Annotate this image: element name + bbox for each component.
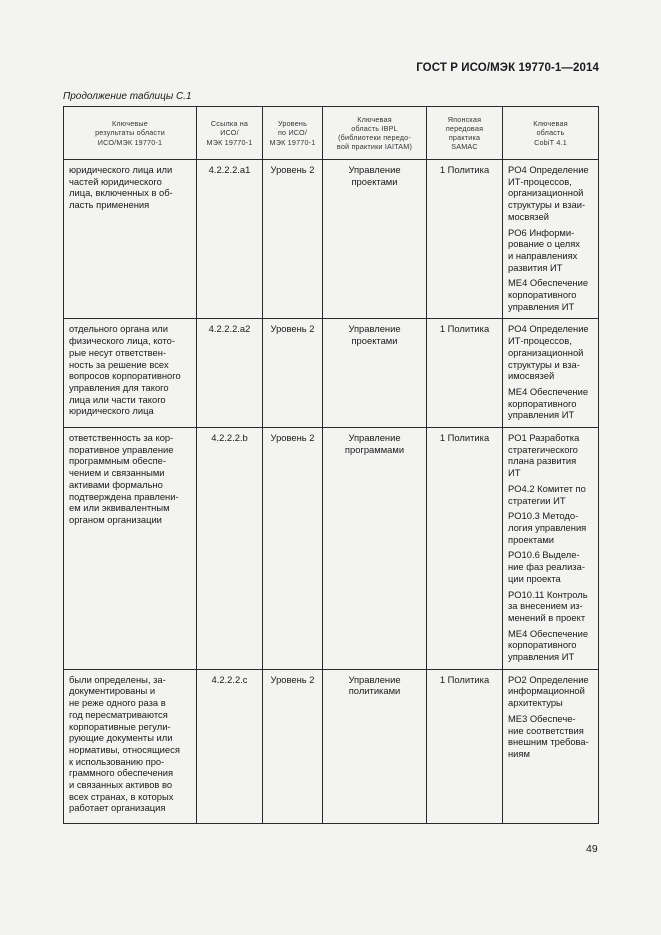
cobit-line: за внесением из- xyxy=(508,600,583,612)
cobit-line: управления ИТ xyxy=(508,300,575,312)
cobit-line: организационной xyxy=(508,187,584,199)
samac-cell: 1 Политика xyxy=(427,428,503,670)
samac-cell: 1 Политика xyxy=(427,669,503,823)
cobit-line: ние соответствия xyxy=(508,724,584,736)
cobit-cell xyxy=(503,319,599,428)
cobit-line: PO4.2 Комитет по xyxy=(508,482,586,494)
key-result-line: корпоративные регули- xyxy=(69,720,171,732)
table-row xyxy=(64,319,599,428)
cobit-item xyxy=(508,510,595,545)
cobit-cell xyxy=(503,669,599,823)
cobit-line: ME4 Обеспечение xyxy=(508,385,589,397)
ibpl-line: политиками xyxy=(348,685,401,697)
samac-cell: 1 Политика xyxy=(427,319,503,428)
cobit-line: структуры и взаи- xyxy=(508,199,586,211)
key-result-cell xyxy=(64,428,197,670)
reference-cell: 4.2.2.2.a1 xyxy=(197,160,263,319)
header-line: вой практики IAITAM) xyxy=(336,142,413,152)
cobit-line: PO4 Определение xyxy=(508,323,589,335)
header-line: Ключевая xyxy=(357,114,392,124)
header-line: передовая xyxy=(445,123,484,133)
reference-cell: 4.2.2.2.b xyxy=(197,428,263,670)
cobit-line: стратегического xyxy=(508,443,578,455)
key-result-line: управления для такого xyxy=(69,381,169,393)
samac-cell: 1 Политика xyxy=(427,160,503,319)
header-line: область IBPL xyxy=(351,123,398,133)
cobit-line: управления ИТ xyxy=(508,409,575,421)
header-line: CobiT 4.1 xyxy=(534,137,567,147)
header-line: практика xyxy=(448,133,481,142)
col-header-ibpl xyxy=(323,107,427,160)
key-result-line: частей юридического xyxy=(69,175,162,187)
ibpl-line: проектами xyxy=(351,335,398,347)
key-result-line: и связанных активов во xyxy=(69,779,173,791)
key-result-line: рующие документы или xyxy=(69,732,173,744)
header-line: МЭК 19770-1 xyxy=(269,137,316,147)
standard-designation: ГОСТ Р ИСО/МЭК 19770-1—2014 xyxy=(416,62,599,74)
key-result-line: всех странах, в которых xyxy=(69,790,174,802)
cobit-line: имосвязей xyxy=(508,370,555,382)
cobit-line: ME4 Обеспечение xyxy=(508,627,589,639)
level-cell: Уровень 2 xyxy=(263,319,323,428)
header-line: Ссылка на xyxy=(210,119,249,129)
col-header-results xyxy=(64,107,197,160)
ibpl-cell xyxy=(323,160,427,319)
key-result-line: ность за решение всех xyxy=(69,358,169,370)
level-cell: Уровень 2 xyxy=(263,160,323,319)
key-result-cell xyxy=(64,669,197,823)
key-result-line: работает организация xyxy=(69,802,166,814)
cobit-line: ции проекта xyxy=(508,572,561,584)
cobit-line: стратегии ИТ xyxy=(508,494,566,506)
cobit-item xyxy=(508,227,595,274)
ibpl-cell xyxy=(323,319,427,428)
key-result-line: год пересматриваются xyxy=(69,708,168,720)
col-header-cobit xyxy=(503,107,599,160)
cobit-line: внешним требова- xyxy=(508,736,589,748)
cobit-line: и направлениях xyxy=(508,249,578,261)
reference-cell: 4.2.2.2.c xyxy=(197,669,263,823)
header-line: SAMAC xyxy=(451,142,478,152)
cobit-item xyxy=(508,713,595,760)
col-header-samac xyxy=(427,107,503,160)
key-result-cell xyxy=(64,319,197,428)
ibpl-line: Управление xyxy=(348,673,401,685)
cobit-line: PO2 Определение xyxy=(508,673,589,685)
continuation-table xyxy=(63,106,599,824)
level-cell: Уровень 2 xyxy=(263,669,323,823)
cobit-line: менений в проект xyxy=(508,611,586,623)
cobit-item xyxy=(508,164,595,223)
key-result-line: к использованию про- xyxy=(69,755,165,767)
header-line: ИСО/МЭК 19770-1 xyxy=(97,137,163,147)
cobit-line: логия управления xyxy=(508,521,587,533)
header-line: по ИСО/ xyxy=(277,128,308,138)
table-caption: Продолжение таблицы С.1 xyxy=(63,91,192,102)
header-line: Японская xyxy=(447,114,482,124)
key-result-line: чением и связанными xyxy=(69,467,165,479)
cobit-line: корпоративного xyxy=(508,397,577,409)
cobit-line: корпоративного xyxy=(508,289,577,301)
ibpl-line: Управление xyxy=(348,323,401,335)
key-result-line: подтверждена правлени- xyxy=(69,490,179,502)
cobit-line: проектами xyxy=(508,533,555,545)
cobit-line: плана развития xyxy=(508,455,577,467)
key-result-line: ласть применения xyxy=(69,199,150,211)
cobit-line: PO6 Информи- xyxy=(508,226,575,238)
ibpl-cell xyxy=(323,428,427,670)
key-result-line: программным обеспе- xyxy=(69,455,166,467)
cobit-line: организационной xyxy=(508,346,584,358)
key-result-line: активами формально xyxy=(69,478,163,490)
ibpl-line: программами xyxy=(344,443,405,455)
cobit-item xyxy=(508,323,595,382)
cobit-line: ИТ xyxy=(508,467,521,479)
key-result-line: ем или эквивалентным xyxy=(69,502,170,514)
cobit-item xyxy=(508,549,595,584)
cobit-line: PO4 Определение xyxy=(508,164,589,175)
cobit-line: архитектуры xyxy=(508,697,563,709)
cobit-item xyxy=(508,432,595,479)
header-line: Ключевые xyxy=(112,119,148,129)
ibpl-line: Управление xyxy=(348,164,401,175)
cobit-line: развития ИТ xyxy=(508,261,563,273)
ibpl-cell xyxy=(323,669,427,823)
key-result-line: ответственность за кор- xyxy=(69,432,174,444)
key-result-line: вопросов корпоративного xyxy=(69,370,181,382)
level-cell: Уровень 2 xyxy=(263,428,323,670)
key-result-line: граммного обеспечения xyxy=(69,767,174,779)
table-row xyxy=(64,669,599,823)
cobit-line: рование о целях xyxy=(508,238,580,250)
key-result-line: были определены, за- xyxy=(69,673,166,685)
key-result-cell xyxy=(64,160,197,319)
cobit-cell xyxy=(503,160,599,319)
key-result-line: отдельного органа или xyxy=(69,323,168,335)
cobit-line: ИТ-процессов, xyxy=(508,175,572,187)
cobit-line: ниям xyxy=(508,747,530,759)
header-line: Ключевая xyxy=(533,119,568,129)
cobit-line: ИТ-процессов, xyxy=(508,335,572,347)
key-result-line: юридического лица xyxy=(69,405,154,417)
cobit-line: ние фаз реализа- xyxy=(508,561,585,573)
key-result-line: физического лица, кото- xyxy=(69,335,175,347)
reference-cell: 4.2.2.2.a2 xyxy=(197,319,263,428)
cobit-line: PO10.3 Методо- xyxy=(508,510,579,522)
key-result-line: рые несут ответствен- xyxy=(69,346,167,358)
key-result-line: лица или части такого xyxy=(69,393,166,405)
header-line: результаты области xyxy=(95,128,165,138)
header-line: (библиотеки передо- xyxy=(338,133,411,142)
cobit-line: PO1 Разработка xyxy=(508,432,580,444)
cobit-line: ME3 Обеспече- xyxy=(508,712,576,724)
cobit-item xyxy=(508,628,595,663)
cobit-line: управления ИТ xyxy=(508,651,575,663)
cobit-item xyxy=(508,589,595,624)
header-line: ИСО/ xyxy=(220,128,239,138)
key-result-line: поративное управление xyxy=(69,443,174,455)
cobit-line: PO10.6 Выделе- xyxy=(508,549,580,561)
cobit-item xyxy=(508,277,595,312)
col-header-level xyxy=(263,107,323,160)
col-header-reference xyxy=(197,107,263,160)
table-row xyxy=(64,428,599,670)
cobit-item xyxy=(508,674,595,709)
key-result-line: документированы и xyxy=(69,685,156,697)
cobit-line: информационной xyxy=(508,685,585,697)
header-line: МЭК 19770-1 xyxy=(206,137,253,147)
cobit-item xyxy=(508,386,595,421)
cobit-line: ME4 Обеспечение xyxy=(508,277,589,289)
cobit-line: корпоративного xyxy=(508,639,577,651)
table-row xyxy=(64,160,599,319)
header-row xyxy=(64,107,599,160)
key-result-line: юридического лица или xyxy=(69,164,173,175)
header-line: Уровень xyxy=(277,119,308,129)
cobit-cell xyxy=(503,428,599,670)
cobit-line: PO10.11 Контроль xyxy=(508,588,588,600)
ibpl-line: проектами xyxy=(351,175,398,187)
cobit-item xyxy=(508,483,595,506)
key-result-line: лица, включенных в об- xyxy=(69,187,173,199)
page-number: 49 xyxy=(586,843,598,855)
key-result-line: не реже одного раза в xyxy=(69,697,166,709)
key-result-line: органом организации xyxy=(69,513,162,525)
cobit-line: мосвязей xyxy=(508,210,549,222)
ibpl-line: Управление xyxy=(348,432,401,444)
key-result-line: нормативы, относящиеся xyxy=(69,743,180,755)
cobit-line: структуры и вза- xyxy=(508,358,580,370)
header-line: область xyxy=(536,128,565,138)
